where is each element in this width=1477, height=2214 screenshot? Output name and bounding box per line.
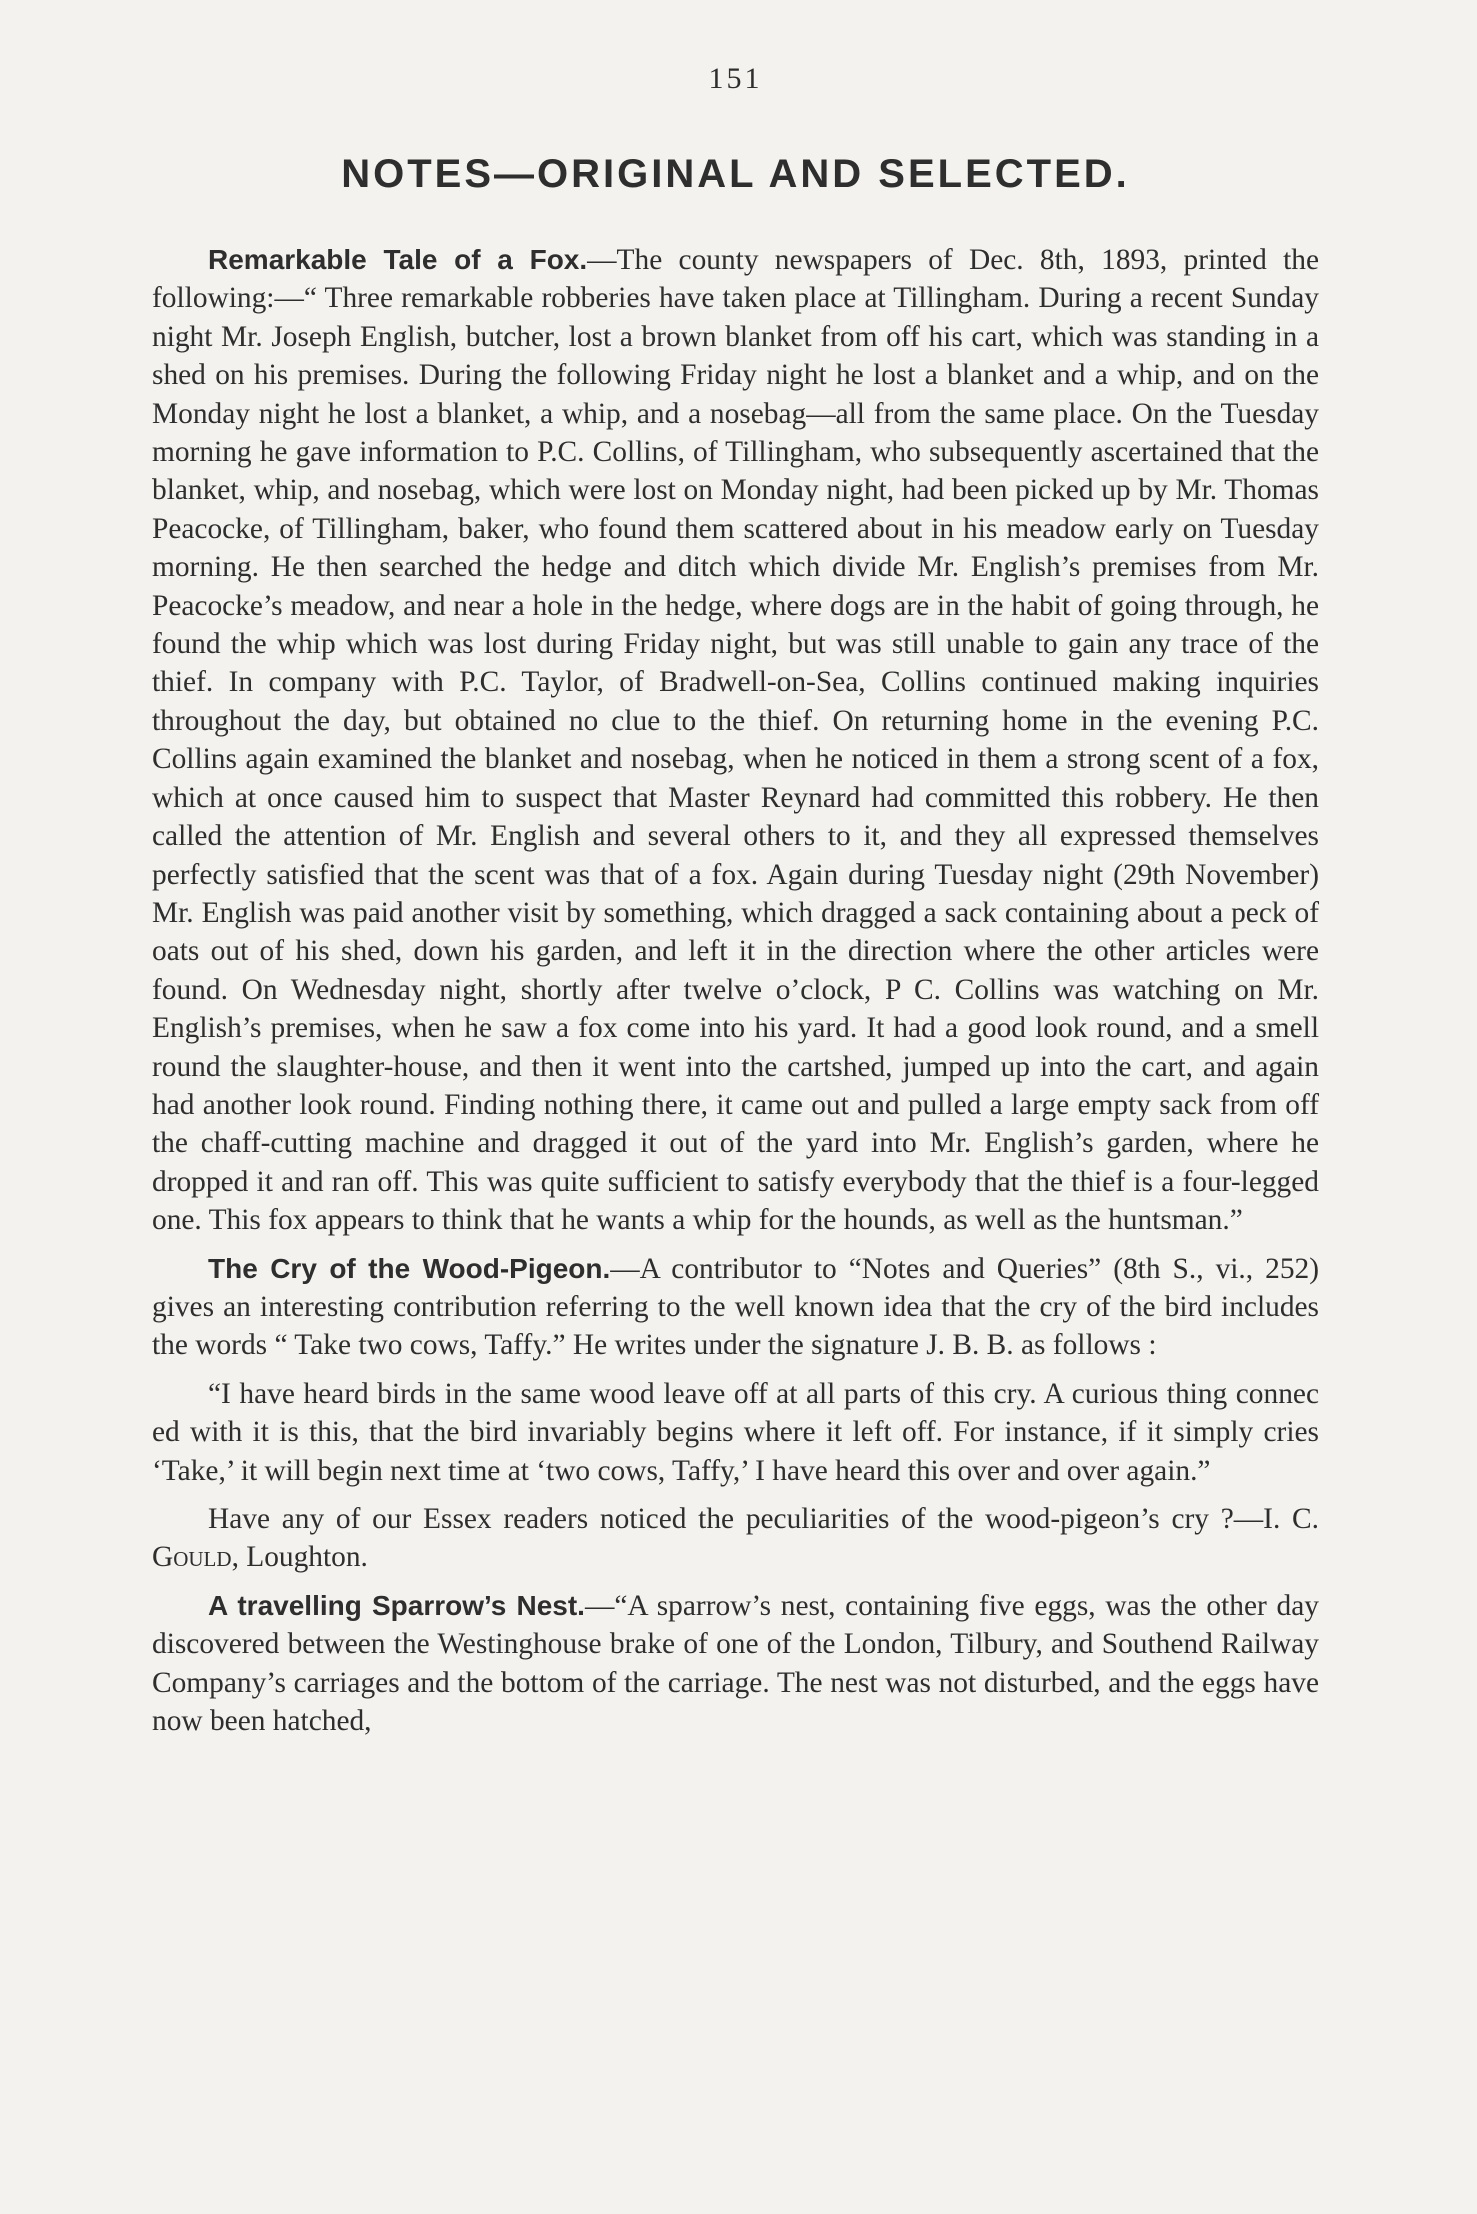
article-pigeon-author: Gould [152,1541,232,1574]
article-sparrow [152,1587,1319,1741]
article-pigeon-closing [152,1500,1319,1577]
article-pigeon-text: —A contributor to “Notes and Queries” (8th S., vi., 252) gives an interesting contribution referring to the well known idea that the cry of the bird includes the words “ Take two cows, Taffy.” He writes under the signature J. B. B. as follows : [152,1252,1319,1362]
article-fox-text: —The county newspapers of Dec. 8th, 1893, printed the following:—“ Three remarkable robberies have taken place at Tillingham. During a recent Sunday night Mr. Joseph English, butcher, lost a brown blanket from off his cart, which was standing in a shed on his premises. During the following Friday night he lost a blanket and a whip, and on the Monday night he lost a blanket, a whip, and a nosebag—all from the same place. On the Tuesday morning he gave information to P.C. Collins, of Tillingham, who subsequently ascertained that the blanket, whip, and nosebag, which were lost on Monday night, had been picked up by Mr. Thomas Peacocke, of Tillingham, baker, who found them scattered about in his meadow early on Tuesday morning. He then searched the hedge and ditch which divide Mr. English’s premises from Mr. Peacocke’s meadow, and near a hole in the hedge, where dogs are in the habit of going through, he found the whip which was lost during Friday night, but was still unable to gain any trace of the thief. In company with P.C. Taylor, of Bradwell-on-Sea, Collins continued making inquiries throughout the day, but obtained no clue to the thief. On returning home in the evening P.C. Collins again examined the blanket and nosebag, when he noticed in them a strong scent of a fox, which at once caused him to suspect that Master Reynard had committed this robbery. He then called the attention of Mr. English and several others to it, and they all expressed themselves perfectly satisfied that the scent was that of a fox. Again during Tuesday night (29th November) Mr. English was paid another visit by something, which dragged a sack containing about a peck of oats out of his shed, down his garden, and left it in the direction where the other articles were found. On Wednesday night, shortly after twelve o’clock, P C. Collins was watching on Mr. English’s premises, when he saw a fox come into his yard. It had a good look round, and a smell round the slaughter-house, and then it went into the cartshed, jumped up into the cart, and again had another look round. Finding nothing there, it came out and pulled a large empty sack from off the chaff-cutting machine and dragged it out of the yard into Mr. English’s garden, where he dropped it and ran off. This was quite sufficient to satisfy everybody that the thief is a four-legged one. This fox appears to think that he wants a whip for the hounds, as well as the huntsman.” [152,244,1319,1237]
article-sparrow-heading: A travelling Sparrow’s Nest. [208,1589,585,1621]
article-pigeon-quote: “I have heard birds in the same wood leave off at all parts of this cry. A curious thing connec ed with it is this, that the bird invariably begins where it left off. For instance, if it simply cries ‘Take,’ it will begin next time at ‘two cows, Taffy,’ I have heard this over and over again.” [152,1377,1319,1487]
article-pigeon-heading: The Cry of the Wood-Pigeon. [208,1252,611,1284]
article-pigeon-closing-text: Have any of our Essex readers noticed the peculiarities of the wood-pigeon’s cry ?—I. C. [208,1503,1319,1535]
article-fox [152,241,1319,1240]
article-sparrow-text: —“A sparrow’s nest, containing five eggs, was the other day discovered between the Westinghouse brake of one of the London, Tilbury, and Southend Railway Company’s carriages and the bottom of the carriage. The nest was not disturbed, and the eggs have now been hatched, [152,1589,1319,1738]
article-pigeon [152,1250,1319,1365]
article-pigeon-location: , Loughton. [231,1541,368,1574]
article-fox-heading: Remarkable Tale of a Fox. [208,244,588,275]
page-title: NOTES—ORIGINAL AND SELECTED. [341,152,1130,196]
page-number: 151 [708,62,763,95]
